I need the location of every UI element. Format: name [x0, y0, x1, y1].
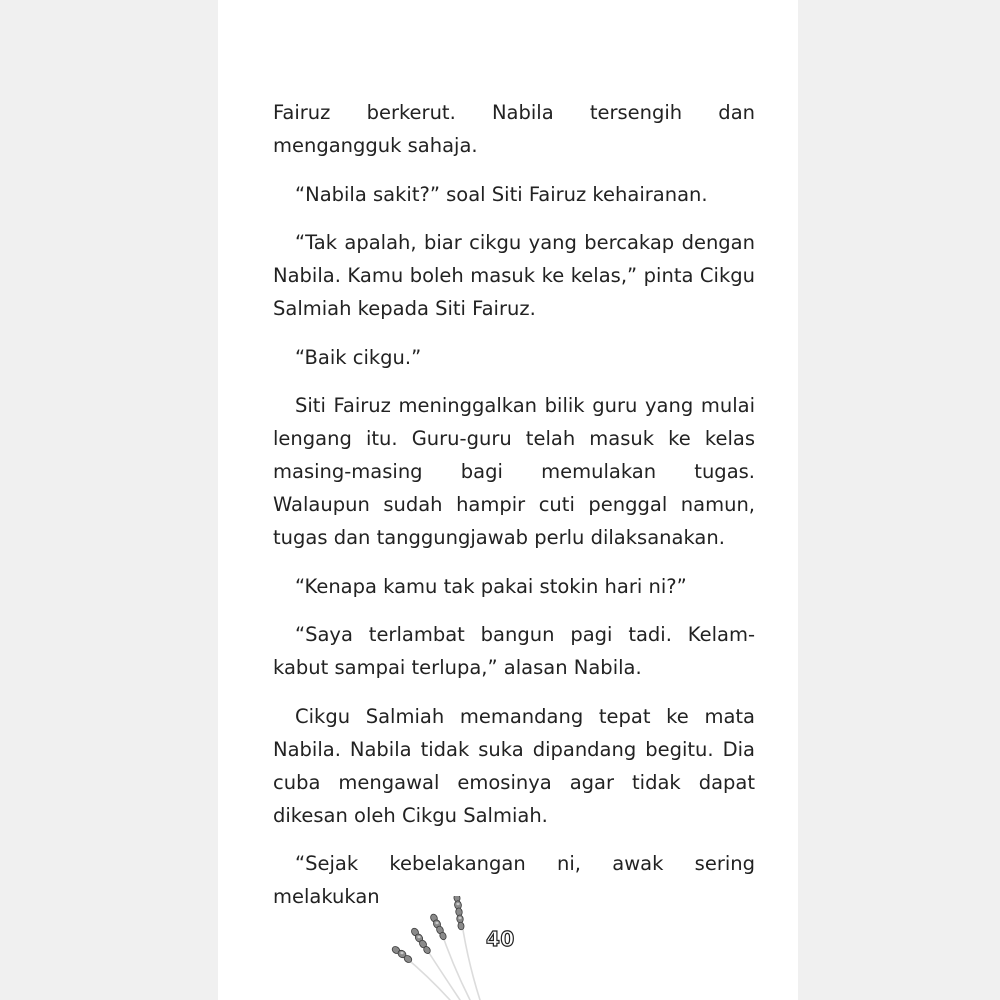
paragraph: “Sejak kebelakangan ni, awak sering melakukan — [273, 852, 755, 908]
lavender-sprigs-icon — [388, 896, 498, 1000]
book-page — [218, 0, 798, 1000]
paragraph: Cikgu Salmiah memandang tepat ke mata Nabila. Nabila tidak suka dipandang begitu. Dia cuba mengawal emosinya agar tidak dapat dikesan oleh Cikgu Salmiah. — [273, 704, 755, 827]
page-number: 40 — [486, 927, 515, 951]
paragraph: Fairuz berkerut. Nabila tersengih dan mengangguk sahaja. — [273, 101, 755, 157]
paragraph: “Kenapa kamu tak pakai stokin hari ni?” — [295, 574, 687, 598]
paragraph: “Saya terlambat bangun pagi tadi. Kelam-kabut sampai terlupa,” alasan Nabila. — [273, 623, 755, 679]
paragraph: “Tak apalah, biar cikgu yang bercakap dengan Nabila. Kamu boleh masuk ke kelas,” pinta Cikgu Salmiah kepada Siti Fairuz. — [273, 231, 755, 320]
paragraph: Siti Fairuz meninggalkan bilik guru yang mulai lengang itu. Guru-guru telah masuk ke kelas masing-masing bagi memulakan tugas. Walaupun sudah hampir cuti penggal namun, tugas dan tanggungjawab perlu dilaksanakan. — [273, 394, 755, 549]
page-text — [273, 96, 755, 913]
paragraph: “Nabila sakit?” soal Siti Fairuz kehairanan. — [295, 182, 708, 206]
paragraph: “Baik cikgu.” — [295, 345, 422, 369]
